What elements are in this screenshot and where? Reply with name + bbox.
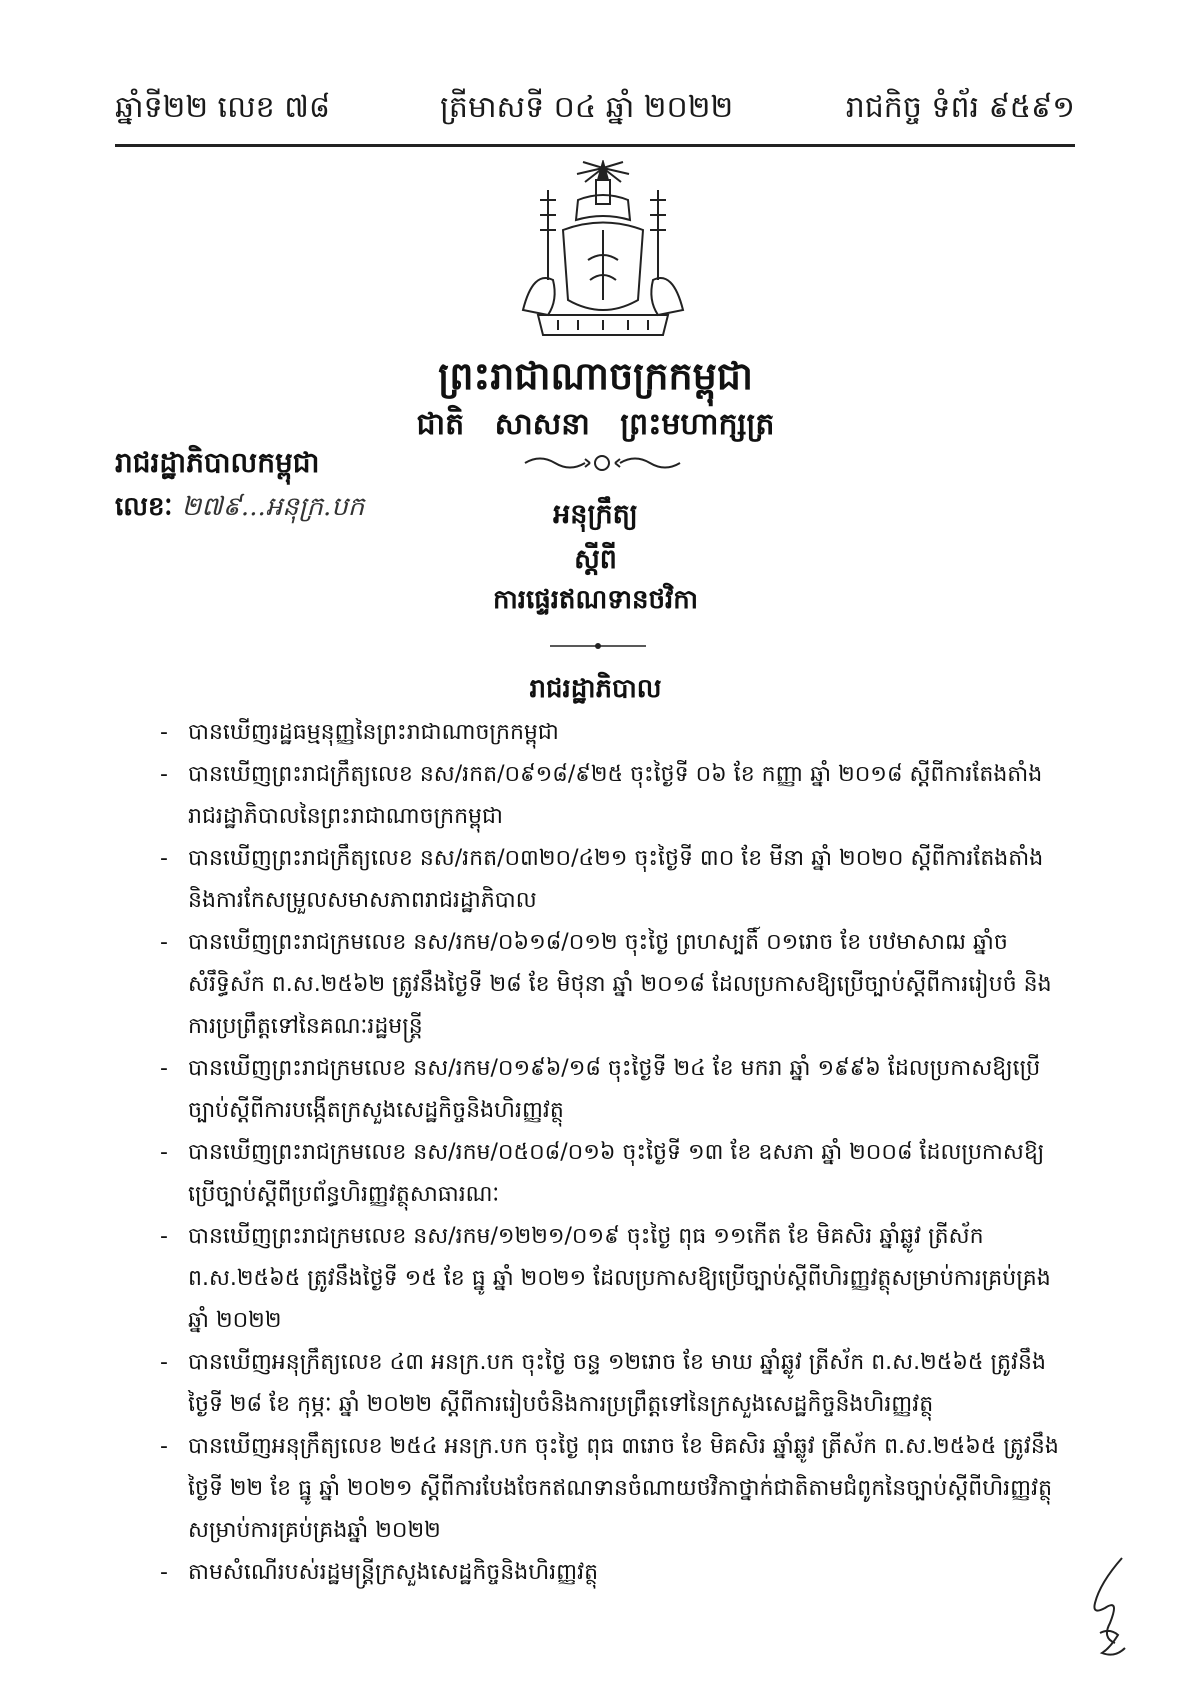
list-item-text: បានឃើញព្រះរាជក្រមលេខ នស/រកម/០៥០៨/០១៦ ចុះថ្ងៃទី ១៣ ខែ ឧសភា ឆ្នាំ ២០០៨ ដែលប្រកាសឱ្យប្រើច្បាប់ស្តីពីប្រព័ន្ធហិរញ្ញវត្ថុសាធារណៈ <box>188 1140 1045 1207</box>
list-item-text: បានឃើញព្រះរាជក្រមលេខ នស/រកម/០១៩៦/១៨ ចុះថ្ងៃទី ២៤ ខែ មករា ឆ្នាំ ១៩៩៦ ដែលប្រកាសឱ្យប្រើច្បាប់ស្តីពីការបង្កើតក្រសួងសេដ្ឋកិច្ចនិងហិរញ្ញវត្ថុ <box>188 1056 1041 1123</box>
list-item: - បានឃើញព្រះរាជក្រឹត្យលេខ នស/រកត/០៣២០/៤២១ ចុះថ្ងៃទី ៣០ ខែ មីនា ឆ្នាំ ២០២០ ស្តីពីការតែងតាំងនិងការកែសម្រួលសមាសភាពរាជរដ្ឋាភិបាល <box>160 846 1044 913</box>
gazette-header <box>115 88 1075 138</box>
list-item-text: បានឃើញអនុក្រឹត្យលេខ ៤៣ អនក្រ.បក ចុះថ្ងៃ ចន្ទ ១២រោច ខែ មាឃ ឆ្នាំឆ្លូវ ត្រីស័ក ព.ស.២៥៦៥ ត្រូវនឹងថ្ងៃទី ២៨ ខែ កុម្ភៈ ឆ្នាំ ២០២២ ស្តីពីការរៀបចំនិងការប្រព្រឹត្តទៅនៃក្រសួងសេដ្ឋកិច្ចនិងហិរញ្ញវត្ថុ <box>188 1350 1046 1417</box>
list-item-text: បានឃើញអនុក្រឹត្យលេខ ២៥៤ អនក្រ.បក ចុះថ្ងៃ ពុធ ៣រោច ខែ មិគសិរ ឆ្នាំឆ្លូវ ត្រីស័ក ព.ស.២៥៦៥ ត្រូវនឹងថ្ងៃទី ២២ ខែ ធ្នូ ឆ្នាំ ២០២១ ស្តីពីការបែងចែកឥណទានចំណាយថវិកាថ្នាក់ជាតិតាមជំពូកនៃច្បាប់ស្តីពីហិរញ្ញវត្ថុសម្រាប់ការគ្រប់គ្រងឆ្នាំ ២០២២ <box>188 1434 1059 1543</box>
list-item-text: បានឃើញព្រះរាជក្រមលេខ នស/រកម/១២២១/០១៩ ចុះថ្ងៃ ពុធ ១១កើត ខែ មិគសិរ ឆ្នាំឆ្លូវ ត្រីស័ក ព.ស.២៥៦៥ ត្រូវនឹងថ្ងៃទី ១៥ ខែ ធ្នូ ឆ្នាំ ២០២១ ដែលប្រកាសឱ្យប្រើច្បាប់ស្តីពីហិរញ្ញវត្ថុសម្រាប់ការគ្រប់គ្រងឆ្នាំ ២០២២ <box>188 1224 1051 1333</box>
list-item: - តាមសំណើរបស់រដ្ឋមន្ត្រីក្រសួងសេដ្ឋកិច្ចនិងហិរញ្ញវត្ថុ <box>160 1560 599 1585</box>
signature-initials-icon <box>1080 1553 1140 1663</box>
gazette-year-issue: ឆ្នាំទី២២ លេខ ៧៨ <box>115 90 331 125</box>
list-item: - បានឃើញព្រះរាជក្រមលេខ នស/រកម/០៦១៨/០១២ ចុះថ្ងៃ ព្រហស្បតិ៍ ០១រោច ខែ បឋមាសាឍ ឆ្នាំច សំរឹទ្ធិស័ក ព.ស.២៥៦២ ត្រូវនឹងថ្ងៃទី ២៨ ខែ មិថុនា ឆ្នាំ ២០១៨ ដែលប្រកាសឱ្យប្រើច្បាប់ស្តីពីការរៀបចំ និងការប្រព្រឹត្តទៅនៃគណៈរដ្ឋមន្ត្រី <box>160 930 1052 1039</box>
section-divider-icon <box>548 641 648 651</box>
list-item-text: បានឃើញព្រះរាជក្រឹត្យលេខ នស/រកត/០៣២០/៤២១ ចុះថ្ងៃទី ៣០ ខែ មីនា ឆ្នាំ ២០២០ ស្តីពីការតែងតាំងនិងការកែសម្រួលសមាសភាពរាជរដ្ឋាភិបាល <box>188 846 1044 913</box>
list-item-text: តាមសំណើរបស់រដ្ឋមន្ត្រីក្រសួងសេដ្ឋកិច្ចនិងហិរញ្ញវត្ថុ <box>188 1560 599 1585</box>
list-item: - បានឃើញអនុក្រឹត្យលេខ ៤៣ អនក្រ.បក ចុះថ្ងៃ ចន្ទ ១២រោច ខែ មាឃ ឆ្នាំឆ្លូវ ត្រីស័ក ព.ស.២៥៦៥ ត្រូវនឹងថ្ងៃទី ២៨ ខែ កុម្ភៈ ឆ្នាំ ២០២២ ស្តីពីការរៀបចំនិងការប្រព្រឹត្តទៅនៃក្រសួងសេដ្ឋកិច្ចនិងហិរញ្ញវត្ថុ <box>160 1350 1046 1417</box>
document-type: អនុក្រឹត្យ <box>553 499 638 530</box>
kingdom-name: ព្រះរាជាណាចក្រកម្ពុជា <box>438 353 753 398</box>
gazette-quarter: ត្រីមាសទី ០៤ ឆ្នាំ ២០២២ <box>440 90 734 125</box>
list-item: - បានឃើញព្រះរាជក្រមលេខ នស/រកម/០១៩៦/១៨ ចុះថ្ងៃទី ២៤ ខែ មករា ឆ្នាំ ១៩៩៦ ដែលប្រកាសឱ្យប្រើច្បាប់ស្តីពីការបង្កើតក្រសួងសេដ្ឋកិច្ចនិងហិរញ្ញវត្ថុ <box>160 1056 1041 1123</box>
royal-coat-of-arms-icon <box>518 160 688 340</box>
list-item: - បានឃើញរដ្ឋធម្មនុញ្ញនៃព្រះរាជាណាចក្រកម្ពុជា <box>160 720 559 745</box>
ornament-divider-icon <box>520 452 685 474</box>
national-motto: ជាតិ សាសនា ព្រះមហាក្សត្រ <box>416 407 775 442</box>
government-name: រាជរដ្ឋាភិបាលកម្ពុជា <box>115 446 320 479</box>
considerations-list <box>160 712 1065 1594</box>
document-subject: ការផ្ទេរឥណទានថវិកា <box>492 585 699 615</box>
section-heading: រាជរដ្ឋាភិបាល <box>529 674 662 704</box>
gazette-page-number: រាជកិច្ច ទំព័រ ៩៥៩១ <box>845 90 1075 125</box>
header-divider <box>115 144 1075 147</box>
list-item: - បានឃើញព្រះរាជក្រឹត្យលេខ នស/រកត/០៩១៨/៩២៥ ចុះថ្ងៃទី ០៦ ខែ កញ្ញា ឆ្នាំ ២០១៨ ស្តីពីការតែងតាំងរាជរដ្ឋាភិបាលនៃព្រះរាជាណាចក្រកម្ពុជា <box>160 762 1043 829</box>
list-item-text: បានឃើញព្រះរាជក្រមលេខ នស/រកម/០៦១៨/០១២ ចុះថ្ងៃ ព្រហស្បតិ៍ ០១រោច ខែ បឋមាសាឍ ឆ្នាំច សំរឹទ្ធិស័ក ព.ស.២៥៦២ ត្រូវនឹងថ្ងៃទី ២៨ ខែ មិថុនា ឆ្នាំ ២០១៨ ដែលប្រកាសឱ្យប្រើច្បាប់ស្តីពីការរៀបចំ និងការប្រព្រឹត្តទៅនៃគណៈរដ្ឋមន្ត្រី <box>188 930 1052 1039</box>
list-item: - បានឃើញអនុក្រឹត្យលេខ ២៥៤ អនក្រ.បក ចុះថ្ងៃ ពុធ ៣រោច ខែ មិគសិរ ឆ្នាំឆ្លូវ ត្រីស័ក ព.ស.២៥៦៥ ត្រូវនឹងថ្ងៃទី ២២ ខែ ធ្នូ ឆ្នាំ ២០២១ ស្តីពីការបែងចែកឥណទានចំណាយថវិកាថ្នាក់ជាតិតាមជំពូកនៃច្បាប់ស្តីពីហិរញ្ញវត្ថុសម្រាប់ការគ្រប់គ្រងឆ្នាំ ២០២២ <box>160 1434 1059 1543</box>
list-item: - បានឃើញព្រះរាជក្រមលេខ នស/រកម/១២២១/០១៩ ចុះថ្ងៃ ពុធ ១១កើត ខែ មិគសិរ ឆ្នាំឆ្លូវ ត្រីស័ក ព.ស.២៥៦៥ ត្រូវនឹងថ្ងៃទី ១៥ ខែ ធ្នូ ឆ្នាំ ២០២១ ដែលប្រកាសឱ្យប្រើច្បាប់ស្តីពីហិរញ្ញវត្ថុសម្រាប់ការគ្រប់គ្រងឆ្នាំ ២០២២ <box>160 1224 1051 1333</box>
decree-number-value: ២៧៩...អនុក្រ.បក <box>181 492 365 522</box>
decree-number-label: លេខៈ <box>115 492 173 522</box>
document-subject-prefix: ស្តីពី <box>574 544 617 575</box>
list-item-text: បានឃើញរដ្ឋធម្មនុញ្ញនៃព្រះរាជាណាចក្រកម្ពុជា <box>188 720 559 745</box>
list-item: - បានឃើញព្រះរាជក្រមលេខ នស/រកម/០៥០៨/០១៦ ចុះថ្ងៃទី ១៣ ខែ ឧសភា ឆ្នាំ ២០០៨ ដែលប្រកាសឱ្យប្រើច្បាប់ស្តីពីប្រព័ន្ធហិរញ្ញវត្ថុសាធារណៈ <box>160 1140 1045 1207</box>
list-item-text: បានឃើញព្រះរាជក្រឹត្យលេខ នស/រកត/០៩១៨/៩២៥ ចុះថ្ងៃទី ០៦ ខែ កញ្ញា ឆ្នាំ ២០១៨ ស្តីពីការតែងតាំងរាជរដ្ឋាភិបាលនៃព្រះរាជាណាចក្រកម្ពុជា <box>188 762 1043 829</box>
